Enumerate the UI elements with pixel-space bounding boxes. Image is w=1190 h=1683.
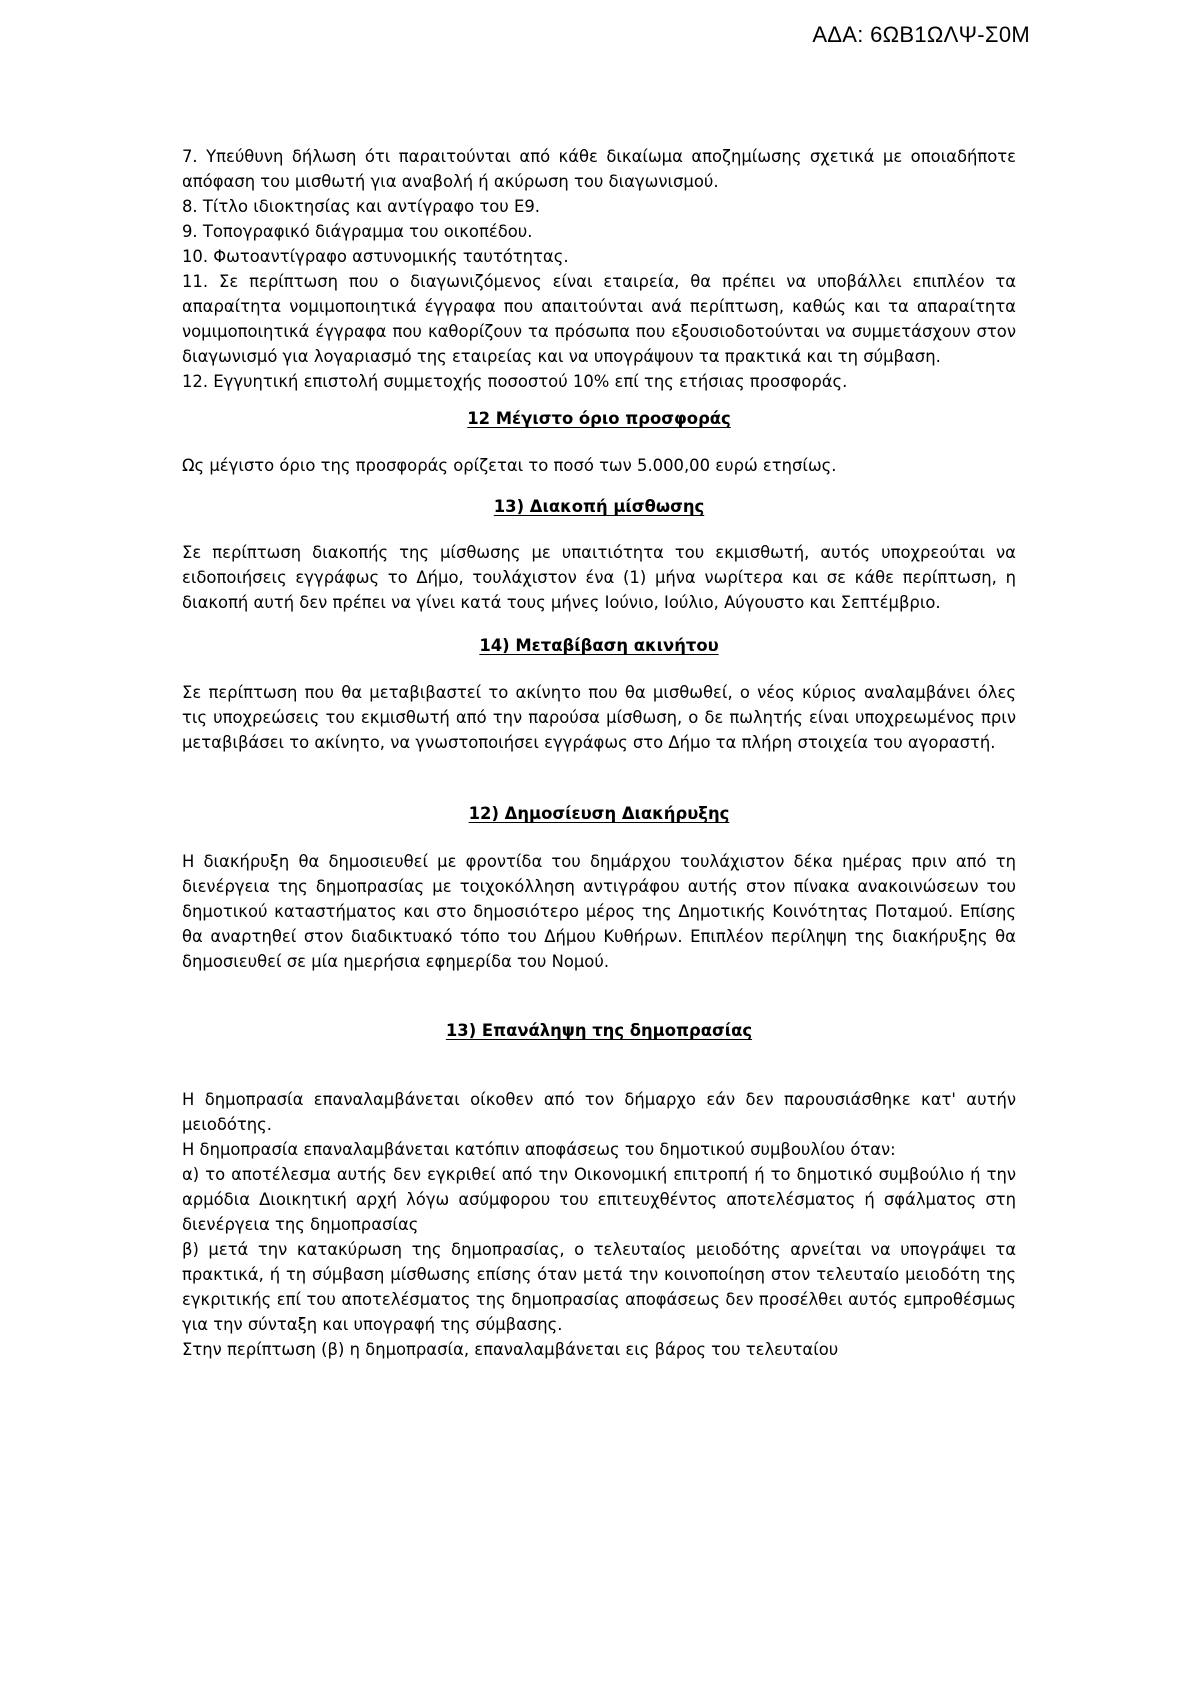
paragraph: α) το αποτέλεσμα αυτής δεν εγκριθεί από την Οικονομική επιτροπή ή το δημοτικό συμβούλιο ή την αρμόδια Διοικητική αρχή λόγω ασύμφορου του επιτευχθέντος αποτελέσματος ή σφάλματος στη διενέργεια της δημοπρασίας	[182, 1165, 1016, 1234]
section-heading-max-offer: 12 Μέγιστο όριο προσφοράς	[467, 409, 731, 428]
section-text-transfer: Σε περίπτωση που θα μεταβιβαστεί το ακίνητο που θα μισθωθεί, ο νέος κύριος αναλαμβάνει όλες τις υποχρεώσεις του εκμισθωτή από την παρούσα μίσθωση, ο δε πωλητής είναι υποχρεωμένος πριν μεταβιβάσει το ακίνητο, να γνωστοποιήσει εγγράφως στο Δήμο τα πλήρη στοιχεία του αγοραστή.	[182, 683, 1016, 752]
section-text-termination: Σε περίπτωση διακοπής της μίσθωσης με υπαιτιότητα του εκμισθωτή, αυτός υποχρεούται να ειδοποιήσεις εγγράφως το Δήμο, τουλάχιστον ένα (1) μήνα νωρίτερα και σε κάθε περίπτωση, η διακοπή αυτή δεν πρέπει να γίνει κατά τους μήνες Ιούνιο, Ιούλιο, Αύγουστο και Σεπτέμβριο.	[182, 543, 1016, 612]
list-item: 9. Τοπογραφικό διάγραμμα του οικοπέδου.	[182, 222, 533, 241]
section-heading-termination: 13) Διακοπή μίσθωσης	[493, 497, 705, 516]
paragraph: Η δημοπρασία επαναλαμβάνεται κατόπιν αποφάσεως του δημοτικού συμβουλίου όταν:	[182, 1140, 896, 1159]
ada-code: ΑΔΑ: 6ΩΒ1ΩΛΨ-Σ0Μ	[812, 22, 1030, 47]
list-item: 12. Εγγυητική επιστολή συμμετοχής ποσοστού 10% επί της ετήσιας προσφοράς.	[182, 372, 848, 391]
paragraph: Στην περίπτωση (β) η δημοπρασία, επαναλαμβάνεται εις βάρος του τελευταίου	[182, 1340, 839, 1359]
section-text-publication: Η διακήρυξη θα δημοσιευθεί με φροντίδα του δημάρχου τουλάχιστον δέκα ημέρας πριν από τη διενέργεια της δημοπρασίας με τοιχοκόλληση αντιγράφου αυτής στον πίνακα ανακοινώσεων του δημοτικού καταστήματος και στο δημοσιότερο μέρος της Δημοτικής Κοινότητας Ποταμού. Επίσης θα αναρτηθεί στον διαδικτυακό τόπο του Δήμου Κυθήρων. Επιπλέον περίληψη της διακήρυξης θα δημοσιευθεί σε μία ημερήσια εφημερίδα του Νομού.	[182, 852, 1016, 971]
section-heading-repetition: 13) Επανάληψη της δημοπρασίας	[445, 1021, 753, 1040]
list-item: 10. Φωτοαντίγραφο αστυνομικής ταυτότητας.	[182, 247, 569, 266]
list-item: 7. Υπεύθυνη δήλωση ότι παραιτούνται από κάθε δικαίωμα αποζημίωσης σχετικά με οποιαδήποτε απόφαση του μισθωτή για αναβολή ή ακύρωση του διαγωνισμού.	[182, 147, 1016, 191]
requirements-list	[182, 144, 1016, 394]
paragraph: β) μετά την κατακύρωση της δημοπρασίας, ο τελευταίος μειοδότης αρνείται να υπογράψει τα πρακτικά, ή τη σύμβαση μίσθωσης επίσης όταν μετά την κοινοποίηση στον τελευταίο μειοδότη της εγκριτικής επί του αποτελέσματος της δημοπρασίας αποφάσεως δεν προσέλθει αυτός εμπροθέσμως για την σύνταξη και υπογραφή της σύμβασης.	[182, 1240, 1016, 1334]
section-text-max-offer: Ως μέγιστο όριο της προσφοράς ορίζεται το ποσό των 5.000,00 ευρώ ετησίως.	[182, 456, 837, 475]
section-heading-publication: 12) Δημοσίευση Διακήρυξης	[468, 804, 730, 823]
section-heading-transfer: 14) Μεταβίβαση ακινήτου	[479, 636, 719, 655]
list-item: 11. Σε περίπτωση που ο διαγωνιζόμενος είναι εταιρεία, θα πρέπει να υποβάλλει επιπλέον τα απαραίτητα νομιμοποιητικά έγγραφα που απαιτούνται ανά περίπτωση, καθώς και τα απαραίτητα νομιμοποιητικά έγγραφα που καθορίζουν τα πρόσωπα που εξουσιοδοτούνται να συμμετάσχουν στον διαγωνισμό για λογαριασμό της εταιρείας και να υπογράψουν τα πρακτικά και τη σύμβαση.	[182, 272, 1016, 366]
section-body-repetition	[182, 1087, 1016, 1362]
paragraph: Η δημοπρασία επαναλαμβάνεται οίκοθεν από τον δήμαρχο εάν δεν παρουσιάσθηκε κατ' αυτήν μειοδότης.	[182, 1090, 1016, 1134]
document-body	[182, 144, 1016, 1362]
list-item: 8. Τίτλο ιδιοκτησίας και αντίγραφο του Ε9.	[182, 197, 540, 216]
